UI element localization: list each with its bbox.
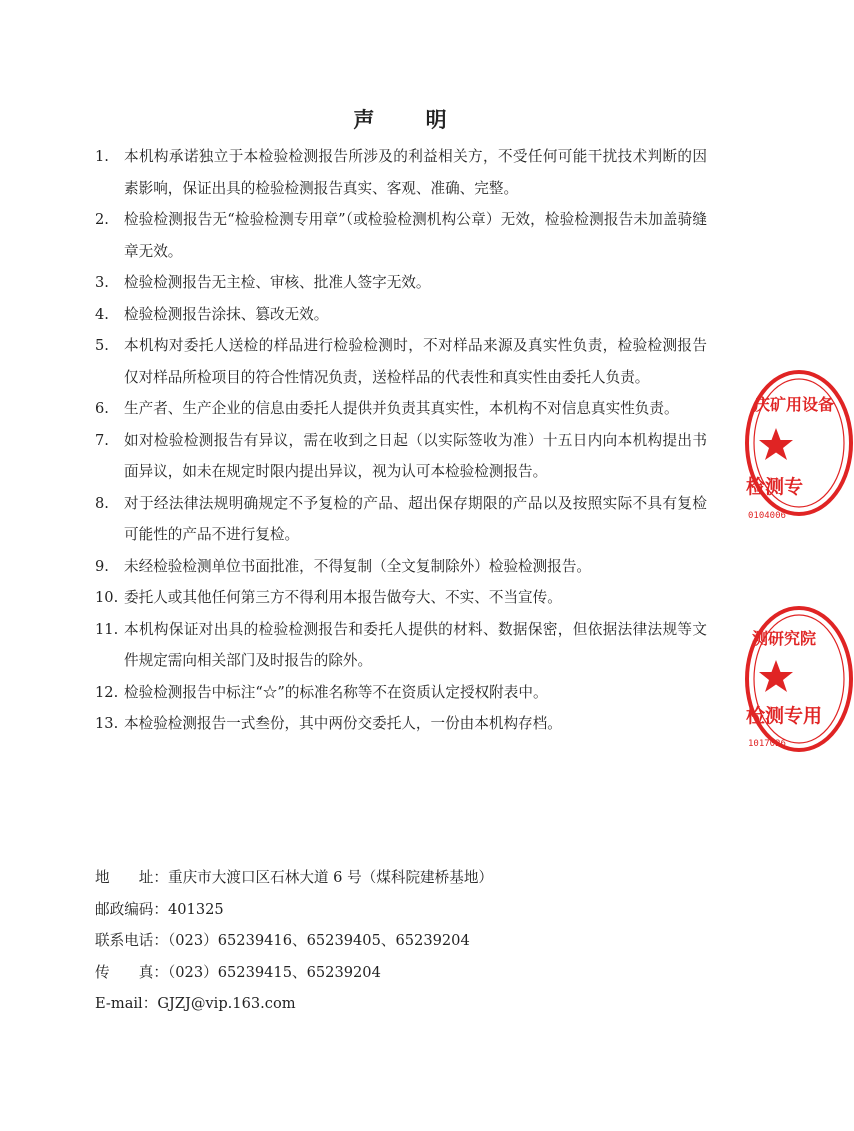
item-text: 委托人或其他任何第三方不得利用本报告做夸大、不实、不当宣传。	[124, 589, 562, 606]
list-item	[95, 393, 707, 425]
address-line: 地 址：重庆市大渡口区石林大道 6 号（煤科院建桥基地）	[95, 869, 494, 886]
seal-top-text: 庆矿用设备	[754, 395, 835, 414]
item-number: 7.	[95, 431, 109, 449]
item-number: 8.	[95, 494, 109, 512]
phone-line: 联系电话：（023）65239416、65239405、65239204	[95, 932, 470, 949]
list-item	[95, 708, 707, 740]
item-text: 本检验检测报告一式叁份，其中两份交委托人，一份由本机构存档。	[124, 715, 562, 732]
item-number: 5.	[95, 337, 109, 354]
list-item	[95, 299, 707, 331]
item-number: 11.	[95, 620, 119, 638]
seal-graphic	[744, 368, 854, 521]
item-number: 6.	[95, 400, 109, 417]
item-text: 检验检测报告中标注“☆”的标准名称等不在资质认定授权附表中。	[124, 683, 548, 701]
item-text: 生产者、生产企业的信息由委托人提供并负责其真实性，本机构不对信息真实性负责。	[124, 400, 679, 417]
item-text: 如对检验检测报告有异议，需在收到之日起（以实际签收为准）十五日内向本机构提出书面异议，如未在规定时限内提出异议，视为认可本检验检测报告。	[124, 431, 707, 480]
item-number: 2.	[95, 211, 109, 228]
item-number: 10.	[95, 589, 119, 606]
star-icon	[759, 660, 793, 692]
item-number: 9.	[95, 557, 109, 575]
contact-info	[95, 862, 493, 1020]
item-text: 本机构对委托人送检的样品进行检验检测时，不对样品来源及真实性负责，检验检测报告仅对样品所检项目的符合性情况负责，送检样品的代表性和真实性由委托人负责。	[124, 337, 707, 386]
list-item	[95, 425, 707, 488]
item-text: 本机构保证对出具的检验检测报告和委托人提供的材料、数据保密，但依据法律法规等文件规定需向相关部门及时报告的除外。	[124, 620, 707, 669]
declaration-title: 声 明	[353, 107, 469, 132]
list-item	[95, 330, 707, 393]
item-text: 本机构承诺独立于本检验检测报告所涉及的利益相关方，不受任何可能干扰技术判断的因素影响，保证出具的检验检测报告真实、客观、准确、完整。	[124, 148, 707, 197]
fax-line: 传 真：（023）65239415、65239204	[95, 963, 381, 981]
list-item	[95, 677, 707, 709]
item-text: 检验检测报告无“检验检测专用章”（或检验检测机构公章）无效，检验检测报告未加盖骑缝章无效。	[124, 211, 707, 260]
seal-number: 0104006	[748, 511, 786, 521]
list-item	[95, 488, 707, 551]
item-number: 4.	[95, 305, 109, 323]
email-line: E-mail：GJZJ@vip.163.com	[95, 995, 296, 1012]
item-number: 1.	[95, 148, 109, 165]
star-icon	[759, 428, 793, 460]
list-item	[95, 141, 707, 204]
list-item	[95, 551, 707, 583]
item-number: 12.	[95, 683, 119, 701]
seal-number: 1017026	[748, 739, 786, 749]
seal-graphic	[744, 604, 854, 754]
seal-stamp	[744, 368, 854, 521]
seal-stamp	[744, 604, 854, 754]
item-number: 3.	[95, 274, 109, 291]
seal-bottom-text: 检测专用	[746, 705, 823, 727]
seal-top-text: 测研究院	[752, 629, 817, 648]
list-item	[95, 582, 707, 614]
item-text: 未经检验检测单位书面批准，不得复制（全文复制除外）检验检测报告。	[124, 557, 592, 575]
item-number: 13.	[95, 715, 119, 732]
list-item	[95, 204, 707, 267]
item-text: 检验检测报告涂抹、篡改无效。	[124, 305, 329, 323]
declaration-list	[95, 141, 707, 740]
item-text: 对于经法律法规明确规定不予复检的产品、超出保存期限的产品以及按照实际不具有复检可能性的产品不进行复检。	[124, 494, 707, 543]
seal-bottom-text: 检测专	[746, 476, 804, 498]
list-item	[95, 614, 707, 677]
item-text: 检验检测报告无主检、审核、批准人签字无效。	[124, 274, 431, 291]
list-item	[95, 267, 707, 299]
postcode-line: 邮政编码：401325	[95, 900, 224, 918]
